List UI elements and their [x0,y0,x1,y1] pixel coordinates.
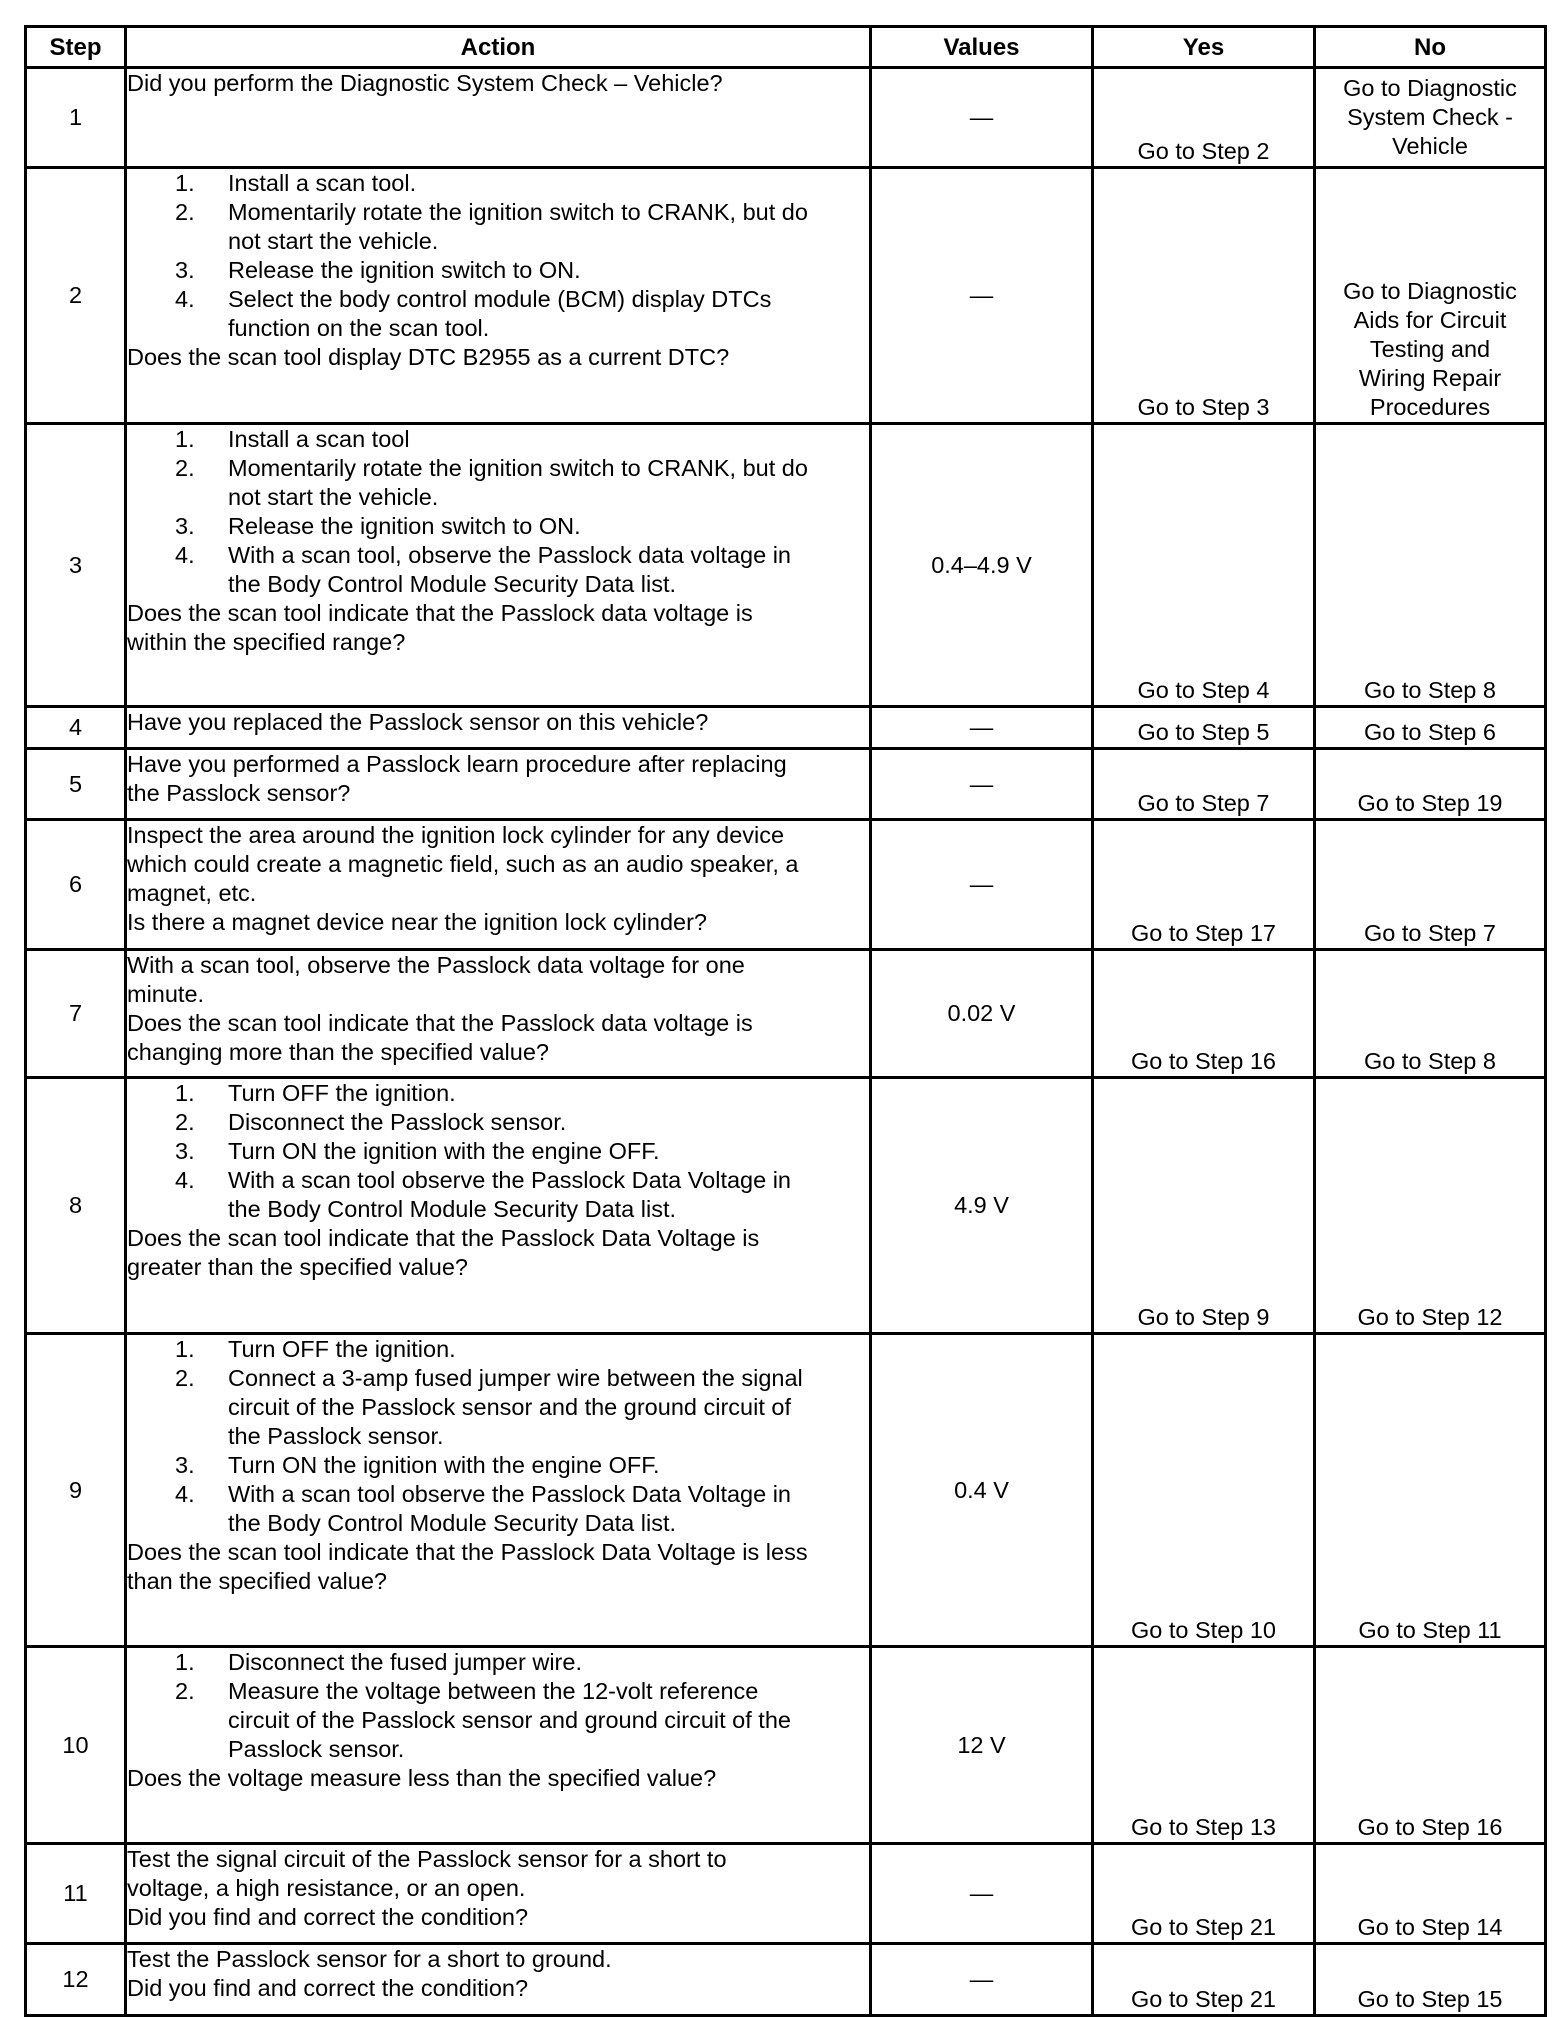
step-number: 11 [26,1844,126,1944]
list-item: 3. Release the ignition switch to ON. [175,513,581,539]
action-cell [126,749,871,820]
action-question: Did you find and correct the condition? [127,1904,529,1930]
no-cell: Go to Step 8 [1315,950,1546,1078]
value-cell: — [871,168,1093,424]
action-question: Did you perform the Diagnostic System Check – Vehicle? [127,70,723,96]
action-text-line: which could create a magnetic field, such as an audio speaker, a [127,851,799,877]
no-cell: Go to Step 14 [1315,1844,1546,1944]
procedure-list [127,425,869,599]
action-text-line: Inspect the area around the ignition lock cylinder for any device [127,822,785,848]
yes-cell: Go to Step 5 [1093,707,1315,749]
table-row [26,950,1546,1078]
no-cell: Go to Step 16 [1315,1647,1546,1844]
value-cell: — [871,68,1093,168]
no-cell [1315,68,1546,168]
value-cell: — [871,749,1093,820]
list-item: 1. Install a scan tool [175,426,410,452]
table-row [26,1944,1546,2016]
list-item: 2. Disconnect the Passlock sensor. [175,1109,567,1135]
value-cell: 0.02 V [871,950,1093,1078]
value-cell: — [871,1944,1093,2016]
procedure-list [127,169,869,343]
action-question: Is there a magnet device near the ignition lock cylinder? [127,909,707,935]
step-number: 1 [26,68,126,168]
action-text-line: With a scan tool, observe the Passlock data voltage for one [127,952,745,978]
yes-cell: Go to Step 17 [1093,820,1315,950]
step-number: 12 [26,1944,126,2016]
header-no: No [1315,27,1546,68]
action-question: Does the scan tool indicate that the Passlock data voltage is within the specified range? [127,600,753,655]
action-cell [126,1334,871,1647]
action-question: Does the voltage measure less than the specified value? [127,1765,717,1791]
list-item: 4. Select the body control module (BCM) display DTCs function on the scan tool. [175,286,772,341]
step-number: 7 [26,950,126,1078]
action-text-line: voltage, a high resistance, or an open. [127,1875,526,1901]
no-cell [1315,168,1546,424]
value-cell: 0.4 V [871,1334,1093,1647]
table-row [26,1647,1546,1844]
no-cell: Go to Step 8 [1315,424,1546,707]
yes-cell: Go to Step 10 [1093,1334,1315,1647]
step-number: 10 [26,1647,126,1844]
action-cell [126,1844,871,1944]
yes-cell: Go to Step 4 [1093,424,1315,707]
step-number: 6 [26,820,126,950]
table-row [26,1078,1546,1334]
list-item: 3. Release the ignition switch to ON. [175,257,581,283]
header-row [26,27,1546,68]
value-cell: 12 V [871,1647,1093,1844]
value-cell: 0.4–4.9 V [871,424,1093,707]
action-text-line: minute. [127,981,205,1007]
diagnostic-table [24,25,1547,2017]
procedure-list [127,1648,869,1764]
table-row [26,68,1546,168]
list-item: 2. Measure the voltage between the 12-volt reference circuit of the Passlock sensor and ground circuit of the Passlock sensor. [175,1678,791,1762]
yes-cell: Go to Step 21 [1093,1944,1315,2016]
yes-cell: Go to Step 7 [1093,749,1315,820]
no-cell: Go to Step 11 [1315,1334,1546,1647]
action-question: changing more than the specified value? [127,1039,549,1065]
no-line: Go to Diagnostic [1343,278,1517,304]
no-line: Vehicle [1392,133,1468,159]
header-values: Values [871,27,1093,68]
list-item: 4. With a scan tool observe the Passlock Data Voltage in the Body Control Module Security Data list. [175,1481,792,1536]
list-item: 1. Install a scan tool. [175,170,417,196]
list-item: 3. Turn ON the ignition with the engine OFF. [175,1452,660,1478]
header-yes: Yes [1093,27,1315,68]
table-row [26,1844,1546,1944]
no-line: Go to Diagnostic [1343,75,1517,101]
action-question: Does the scan tool indicate that the Passlock Data Voltage is less than the specified value? [127,1539,808,1594]
list-item: 2. Momentarily rotate the ignition switch to CRANK, but do not start the vehicle. [175,199,808,254]
procedure-list [127,1079,869,1224]
action-question: Does the scan tool display DTC B2955 as a current DTC? [127,344,730,370]
action-cell [126,168,871,424]
value-cell: — [871,1844,1093,1944]
action-cell [126,68,871,168]
list-item: 1. Turn OFF the ignition. [175,1336,456,1362]
yes-cell: Go to Step 2 [1093,68,1315,168]
yes-cell: Go to Step 3 [1093,168,1315,424]
list-item: 4. With a scan tool, observe the Passlock data voltage in the Body Control Module Security Data list. [175,542,792,597]
list-item: 4. With a scan tool observe the Passlock Data Voltage in the Body Control Module Security Data list. [175,1167,792,1222]
header-action: Action [126,27,871,68]
step-number: 4 [26,707,126,749]
table-row [26,820,1546,950]
list-item: 2. Connect a 3-amp fused jumper wire between the signal circuit of the Passlock sensor and the ground circuit of the Passlock sensor. [175,1365,803,1449]
no-line: Wiring Repair [1358,365,1502,391]
action-text-line: Test the Passlock sensor for a short to ground. [127,1946,612,1972]
no-cell: Go to Step 7 [1315,820,1546,950]
value-cell: — [871,707,1093,749]
no-line: Testing and [1369,336,1491,362]
table-row [26,707,1546,749]
action-cell [126,950,871,1078]
action-question: Did you find and correct the condition? [127,1975,529,2001]
action-question: Does the scan tool indicate that the Passlock data voltage is [127,1010,753,1036]
no-cell: Go to Step 15 [1315,1944,1546,2016]
action-cell [126,1078,871,1334]
no-line: Procedures [1369,394,1491,420]
action-cell [126,424,871,707]
action-cell [126,820,871,950]
table-row [26,1334,1546,1647]
value-cell: — [871,820,1093,950]
value-cell: 4.9 V [871,1078,1093,1334]
no-line: Aids for Circuit [1353,307,1507,333]
procedure-list [127,1335,869,1538]
list-item: 1. Turn OFF the ignition. [175,1080,456,1106]
action-cell [126,707,871,749]
table-row [26,168,1546,424]
yes-cell: Go to Step 21 [1093,1844,1315,1944]
action-cell [126,1647,871,1844]
yes-cell: Go to Step 13 [1093,1647,1315,1844]
step-number: 2 [26,168,126,424]
step-number: 9 [26,1334,126,1647]
no-line: System Check - [1347,104,1513,130]
action-text-line: magnet, etc. [127,880,257,906]
header-step: Step [26,27,126,68]
list-item: 1. Disconnect the fused jumper wire. [175,1649,582,1675]
action-text-line: the Passlock sensor? [127,780,351,806]
action-text-line: Test the signal circuit of the Passlock sensor for a short to [127,1846,727,1872]
table-row [26,749,1546,820]
step-number: 8 [26,1078,126,1334]
no-cell: Go to Step 12 [1315,1078,1546,1334]
yes-cell: Go to Step 16 [1093,950,1315,1078]
action-question: Does the scan tool indicate that the Passlock Data Voltage is greater than the specified value? [127,1225,760,1280]
step-number: 5 [26,749,126,820]
no-cell: Go to Step 6 [1315,707,1546,749]
yes-cell: Go to Step 9 [1093,1078,1315,1334]
action-question: Have you replaced the Passlock sensor on this vehicle? [127,709,709,735]
table-row [26,424,1546,707]
step-number: 3 [26,424,126,707]
action-cell [126,1944,871,2016]
list-item: 2. Momentarily rotate the ignition switch to CRANK, but do not start the vehicle. [175,455,808,510]
no-cell: Go to Step 19 [1315,749,1546,820]
list-item: 3. Turn ON the ignition with the engine OFF. [175,1138,660,1164]
action-text-line: Have you performed a Passlock learn procedure after replacing [127,751,787,777]
